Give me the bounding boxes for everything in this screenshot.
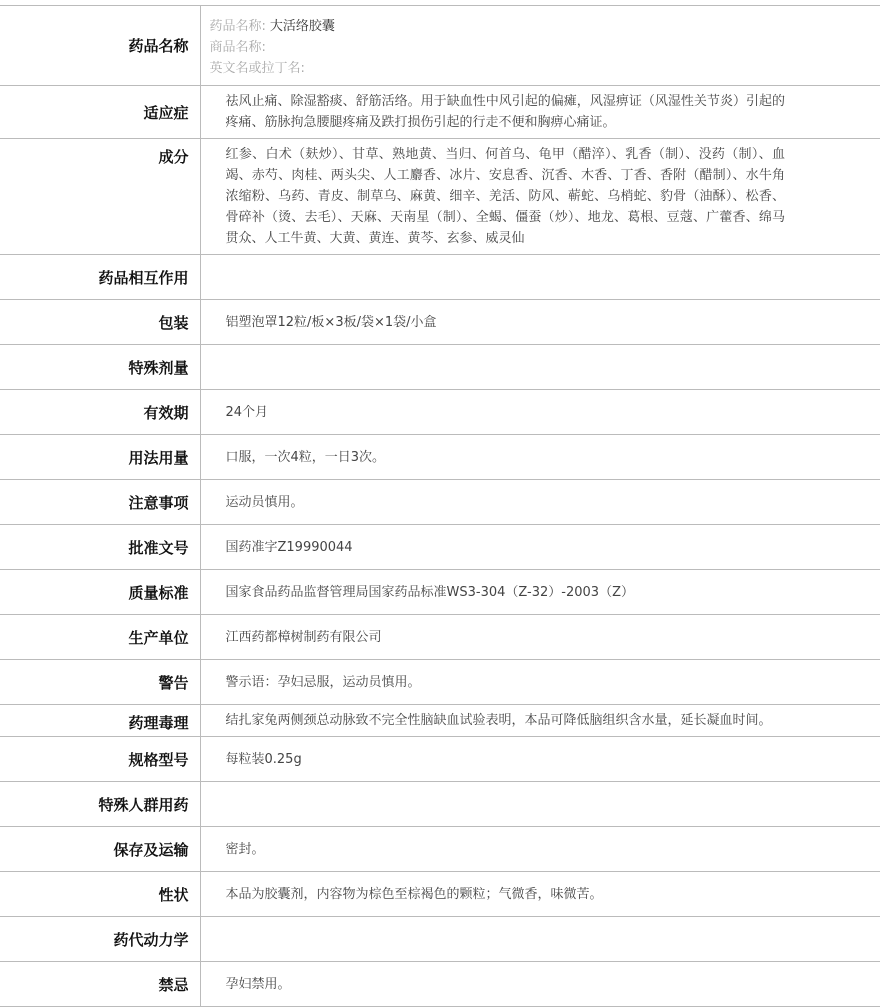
row-special-dosage (0, 345, 880, 390)
row-interactions (0, 255, 880, 300)
row-quality-standard (0, 570, 880, 615)
row-value: 运动员慎用。 (200, 480, 880, 525)
row-manufacturer (0, 615, 880, 660)
row-label: 药理毒理 (0, 705, 200, 737)
row-value: 警示语：孕妇忌服，运动员慎用。 (200, 660, 880, 705)
row-storage (0, 827, 880, 872)
row-approval-number (0, 525, 880, 570)
generic-name-value: 大活络胶囊 (269, 19, 335, 34)
row-label: 药品名称 (0, 6, 200, 86)
row-description (0, 872, 880, 917)
row-label: 用法用量 (0, 435, 200, 480)
english-name-line (210, 58, 871, 79)
row-value (200, 255, 880, 300)
row-label: 批准文号 (0, 525, 200, 570)
generic-name-line (210, 16, 871, 37)
generic-name-key: 药品名称: (209, 19, 266, 34)
row-value: 国家食品药品监督管理局国家药品标准WS3-304（Z-32）-2003（Z） (200, 570, 880, 615)
row-label: 包装 (0, 300, 200, 345)
row-label: 药品相互作用 (0, 255, 200, 300)
row-label: 规格型号 (0, 737, 200, 782)
row-contraindications (0, 962, 880, 1007)
trade-name-line (210, 37, 871, 58)
row-drug-names (0, 6, 880, 86)
row-precautions (0, 480, 880, 525)
row-value (200, 345, 880, 390)
row-value: 孕妇禁用。 (200, 962, 880, 1007)
row-label: 警告 (0, 660, 200, 705)
drug-info-table (0, 5, 880, 1007)
row-label: 禁忌 (0, 962, 200, 1007)
row-value: 祛风止痛、除湿豁痰、舒筋活络。用于缺血性中风引起的偏瘫，风湿痹证（风湿性关节炎）引起的疼痛、筋脉拘急腰腿疼痛及跌打损伤引起的行走不便和胸痹心痛证。 (200, 86, 880, 139)
row-label: 特殊剂量 (0, 345, 200, 390)
row-value: 铝塑泡罩12粒/板×3板/袋×1袋/小盒 (200, 300, 880, 345)
row-value (200, 917, 880, 962)
row-label: 药代动力学 (0, 917, 200, 962)
row-packaging (0, 300, 880, 345)
row-label: 保存及运输 (0, 827, 200, 872)
row-value: 国药准字Z19990044 (200, 525, 880, 570)
trade-name-key: 商品名称: (209, 40, 266, 55)
row-label: 注意事项 (0, 480, 200, 525)
row-label: 生产单位 (0, 615, 200, 660)
drug-names-cell (200, 6, 880, 86)
row-value: 密封。 (200, 827, 880, 872)
row-pharmacology (0, 705, 880, 737)
row-value: 红参、白术（麸炒）、甘草、熟地黄、当归、何首乌、龟甲（醋淬）、乳香（制）、没药（制）、血竭、赤芍、肉桂、两头尖、人工麝香、冰片、安息香、沉香、木香、丁香、香附（醋制）、水牛角浓缩粉、乌药、青皮、制草乌、麻黄、细辛、羌活、防风、蕲蛇、乌梢蛇、豹骨（油酥）、松香、骨碎补（烫、去毛）、天麻、天南星（制）、全蝎、僵蚕（炒）、地龙、葛根、豆蔻、广藿香、绵马贯众、人工牛黄、大黄、黄连、黄芩、玄参、威灵仙 (200, 139, 880, 255)
row-label: 有效期 (0, 390, 200, 435)
row-value: 24个月 (200, 390, 880, 435)
row-usage (0, 435, 880, 480)
row-label: 性状 (0, 872, 200, 917)
row-shelf-life (0, 390, 880, 435)
english-name-key: 英文名或拉丁名: (209, 61, 305, 76)
row-warning (0, 660, 880, 705)
row-value (200, 782, 880, 827)
row-special-populations (0, 782, 880, 827)
row-ingredients (0, 139, 880, 255)
row-value: 本品为胶囊剂，内容物为棕色至棕褐色的颗粒；气微香，味微苦。 (200, 872, 880, 917)
row-value: 每粒装0.25g (200, 737, 880, 782)
row-label: 特殊人群用药 (0, 782, 200, 827)
row-label: 适应症 (0, 86, 200, 139)
row-label: 质量标准 (0, 570, 200, 615)
row-pharmacokinetics (0, 917, 880, 962)
row-value: 口服，一次4粒，一日3次。 (200, 435, 880, 480)
row-indications (0, 86, 880, 139)
row-value: 结扎家兔两侧颈总动脉致不完全性脑缺血试验表明，本品可降低脑组织含水量，延长凝血时间。 (200, 705, 880, 737)
row-label: 成分 (0, 139, 200, 255)
row-specification (0, 737, 880, 782)
row-value: 江西药都樟树制药有限公司 (200, 615, 880, 660)
